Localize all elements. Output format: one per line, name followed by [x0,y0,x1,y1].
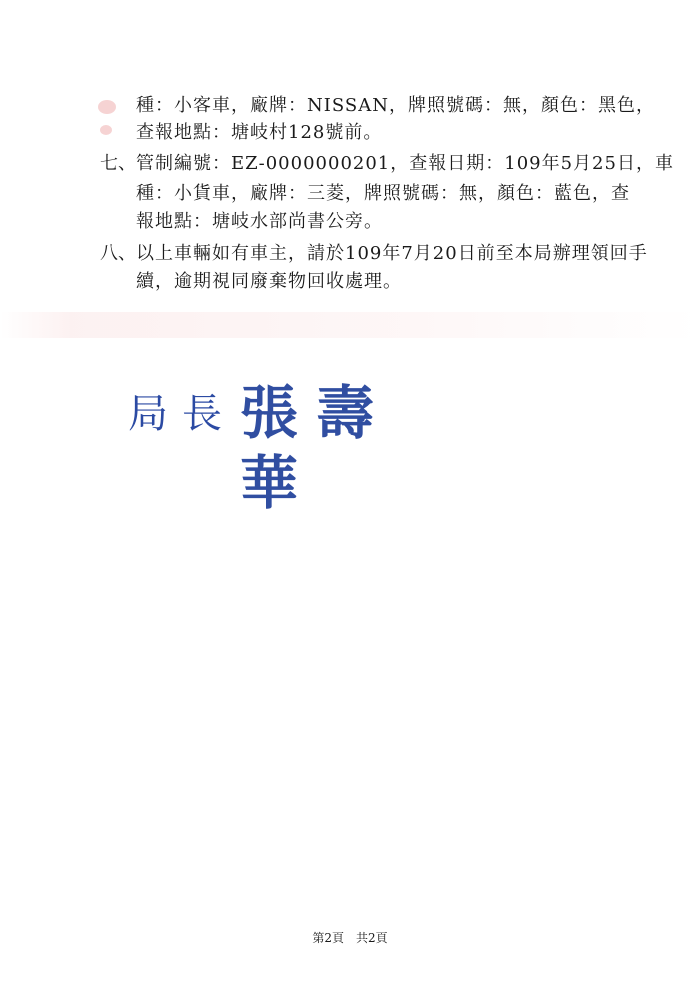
body-line-6: 以上車輛如有車主，請於109年7月20日前至本局辦理領回手 [136,243,648,264]
body-line-7: 續，逾期視同廢棄物回收處理。 [136,271,402,292]
signature-title: 局長 [128,391,236,437]
bleed-band [0,312,700,338]
page-number: 第2頁 共2頁 [312,931,388,945]
body-line-1: 種：小客車，廠牌：NISSAN，牌照號碼：無，顏色：黑色， [136,95,655,116]
body-line-2: 查報地點：塘岐村128號前。 [136,122,383,143]
item-marker-7: 七、 [100,153,136,174]
body-line-4: 種：小貨車，廠牌：三菱，牌照號碼：無，顏色：藍色，查 [136,183,630,204]
body-line-3: 管制編號：EZ-0000000201，查報日期：109年5月25日，車 [136,153,674,174]
item-marker-8: 八、 [100,243,136,264]
body-line-5: 報地點：塘岐水部尚書公旁。 [136,211,383,232]
signature-name: 張壽華 [240,379,393,517]
bleed-mark [100,125,112,135]
bleed-mark [98,100,116,114]
director-signature [128,378,458,517]
